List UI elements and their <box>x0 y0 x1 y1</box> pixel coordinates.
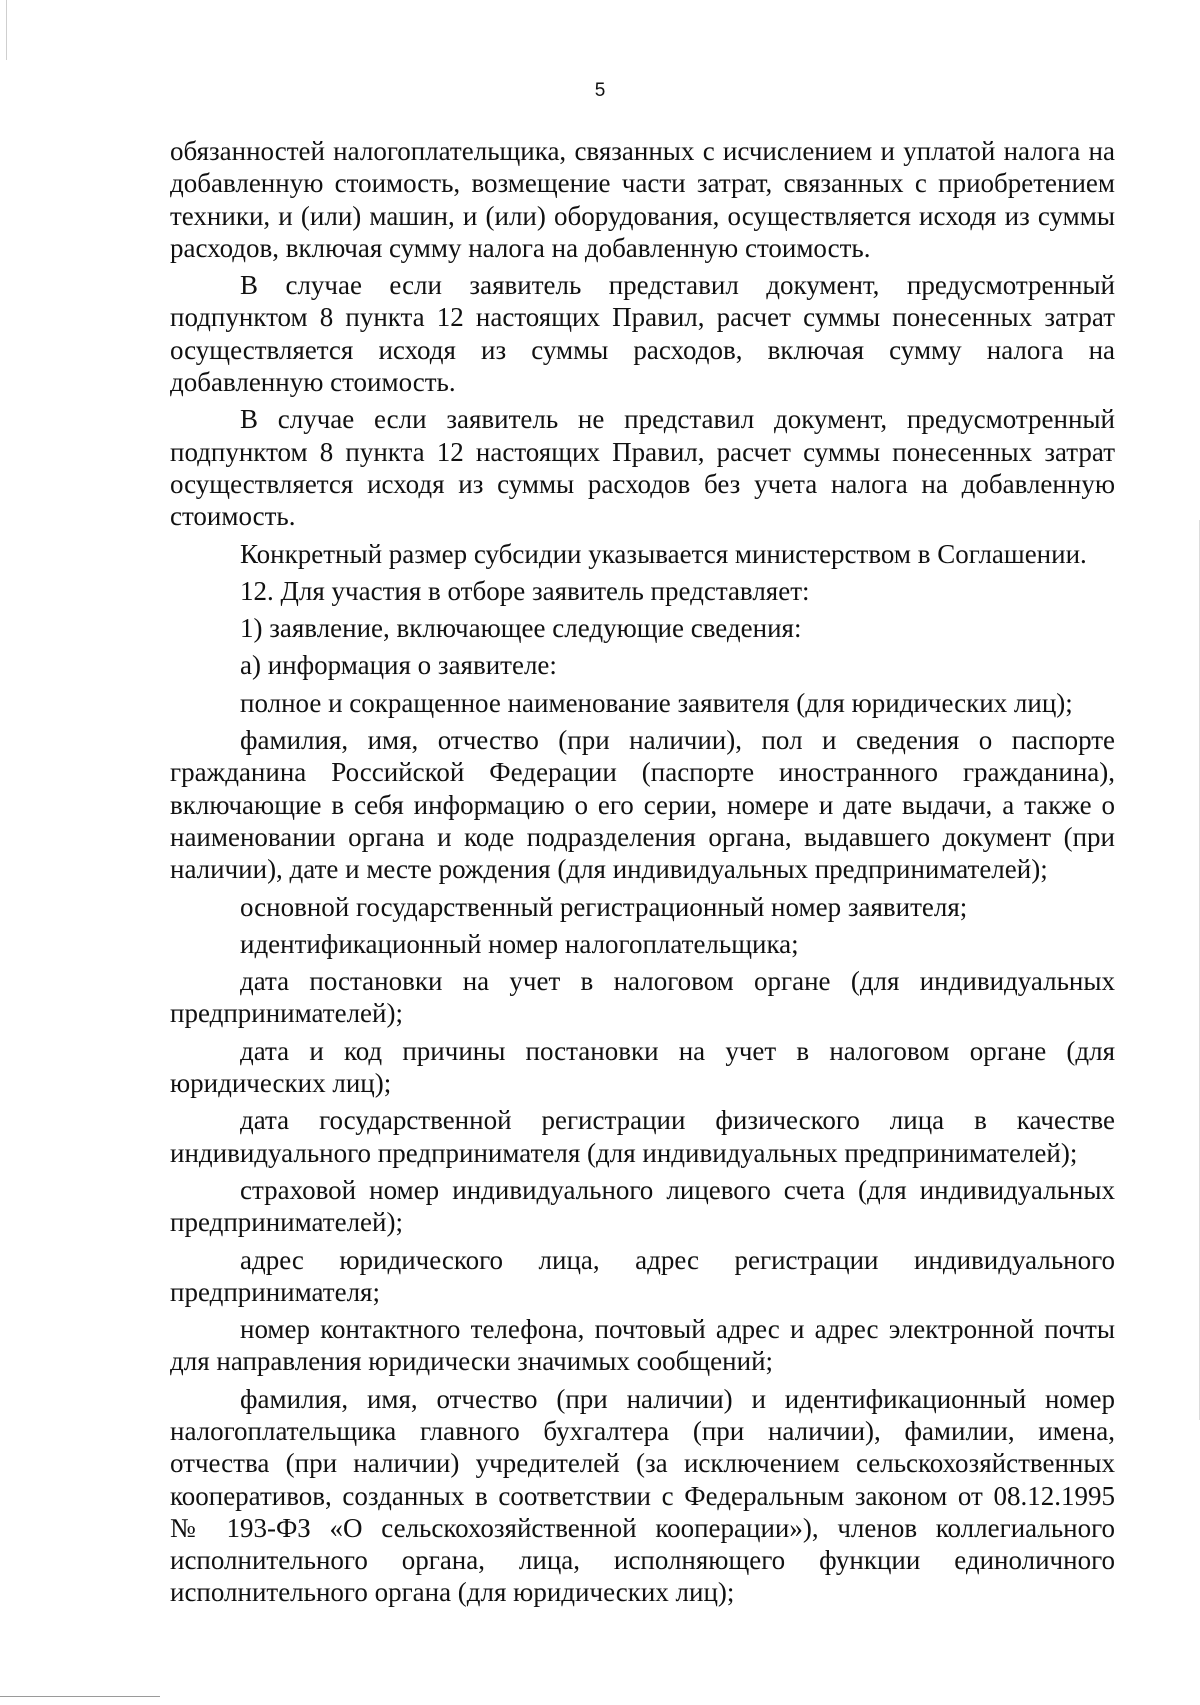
list-item: дата государственной регистрации физического лица в качестве индивидуального предпринимателя (для индивидуальных предпринимателей); <box>170 1105 1115 1168</box>
list-item: а) информация о заявителе: <box>240 650 557 681</box>
list-item: адрес юридического лица, адрес регистрации индивидуального предпринимателя; <box>170 1244 1115 1307</box>
list-item: дата и код причины постановки на учет в налоговом органе (для юридических лиц); <box>170 1035 1115 1099</box>
list-item: дата постановки на учет в налоговом органе (для индивидуальных предпринимателей); <box>170 966 1115 1029</box>
list-item: фамилия, имя, отчество (при наличии), пол и сведения о паспорте гражданина Российской Федерации (паспорте иностранного гражданина), включающие в себя информацию о его серии, номере и дате выдачи, а также о наименовании органа и коде подразделения органа, выдавшего документ (при наличии), дате и месте рождения (для индивидуальных предпринимателей); <box>170 725 1115 885</box>
list-item: идентификационный номер налогоплательщика; <box>240 928 799 959</box>
clause-heading: 12. Для участия в отборе заявитель представляет: <box>240 575 810 606</box>
scan-edge-bottom <box>0 1696 160 1697</box>
list-item: номер контактного телефона, почтовый адрес и адрес электронной почты для направления юридически значимых сообщений; <box>170 1314 1115 1377</box>
list-item: полное и сокращенное наименование заявителя (для юридических лиц); <box>240 687 1073 718</box>
document-body <box>170 135 1115 1614</box>
paragraph: В случае если заявитель не представил документ, предусмотренный подпунктом 8 пункта 12 настоящих Правил, расчет суммы понесенных затрат осуществляется исходя из суммы расходов без учета налога на добавленную стоимость. <box>170 404 1115 532</box>
paragraph: Конкретный размер субсидии указывается министерством в Соглашении. <box>240 538 1087 569</box>
list-item: фамилия, имя, отчество (при наличии) и идентификационный номер налогоплательщика главного бухгалтера (при наличии), фамилии, имена, отчества (при наличии) учредителей (за исключением сельскохозяйственных кооперативов, созданных в соответствии с Федеральным законом от 08.12.1995 № 193-ФЗ «О сельскохозяйственной кооперации»), членов коллегиального исполнительного органа, лица, исполняющего функции единоличного исполнительного органа (для юридических лиц); <box>170 1383 1115 1608</box>
paragraph-continuation: обязанностей налогоплательщика, связанных с исчислением и уплатой налога на добавленную стоимость, возмещение части затрат, связанных с приобретением техники, и (или) машин, и (или) оборудования, осуществляется исходя из суммы расходов, включая сумму налога на добавленную стоимость. <box>170 136 1115 263</box>
paragraph: В случае если заявитель представил документ, предусмотренный подпунктом 8 пункта 12 настоящих Правил, расчет суммы понесенных затрат осуществляется исходя из суммы расходов, включая сумму налога на добавленную стоимость. <box>170 270 1115 398</box>
list-item: основной государственный регистрационный номер заявителя; <box>240 891 968 922</box>
list-item: страховой номер индивидуального лицевого счета (для индивидуальных предпринимателей); <box>170 1174 1115 1238</box>
list-item: 1) заявление, включающее следующие сведения: <box>240 613 802 644</box>
scan-edge-left <box>6 0 7 60</box>
page-number: 5 <box>594 80 606 101</box>
